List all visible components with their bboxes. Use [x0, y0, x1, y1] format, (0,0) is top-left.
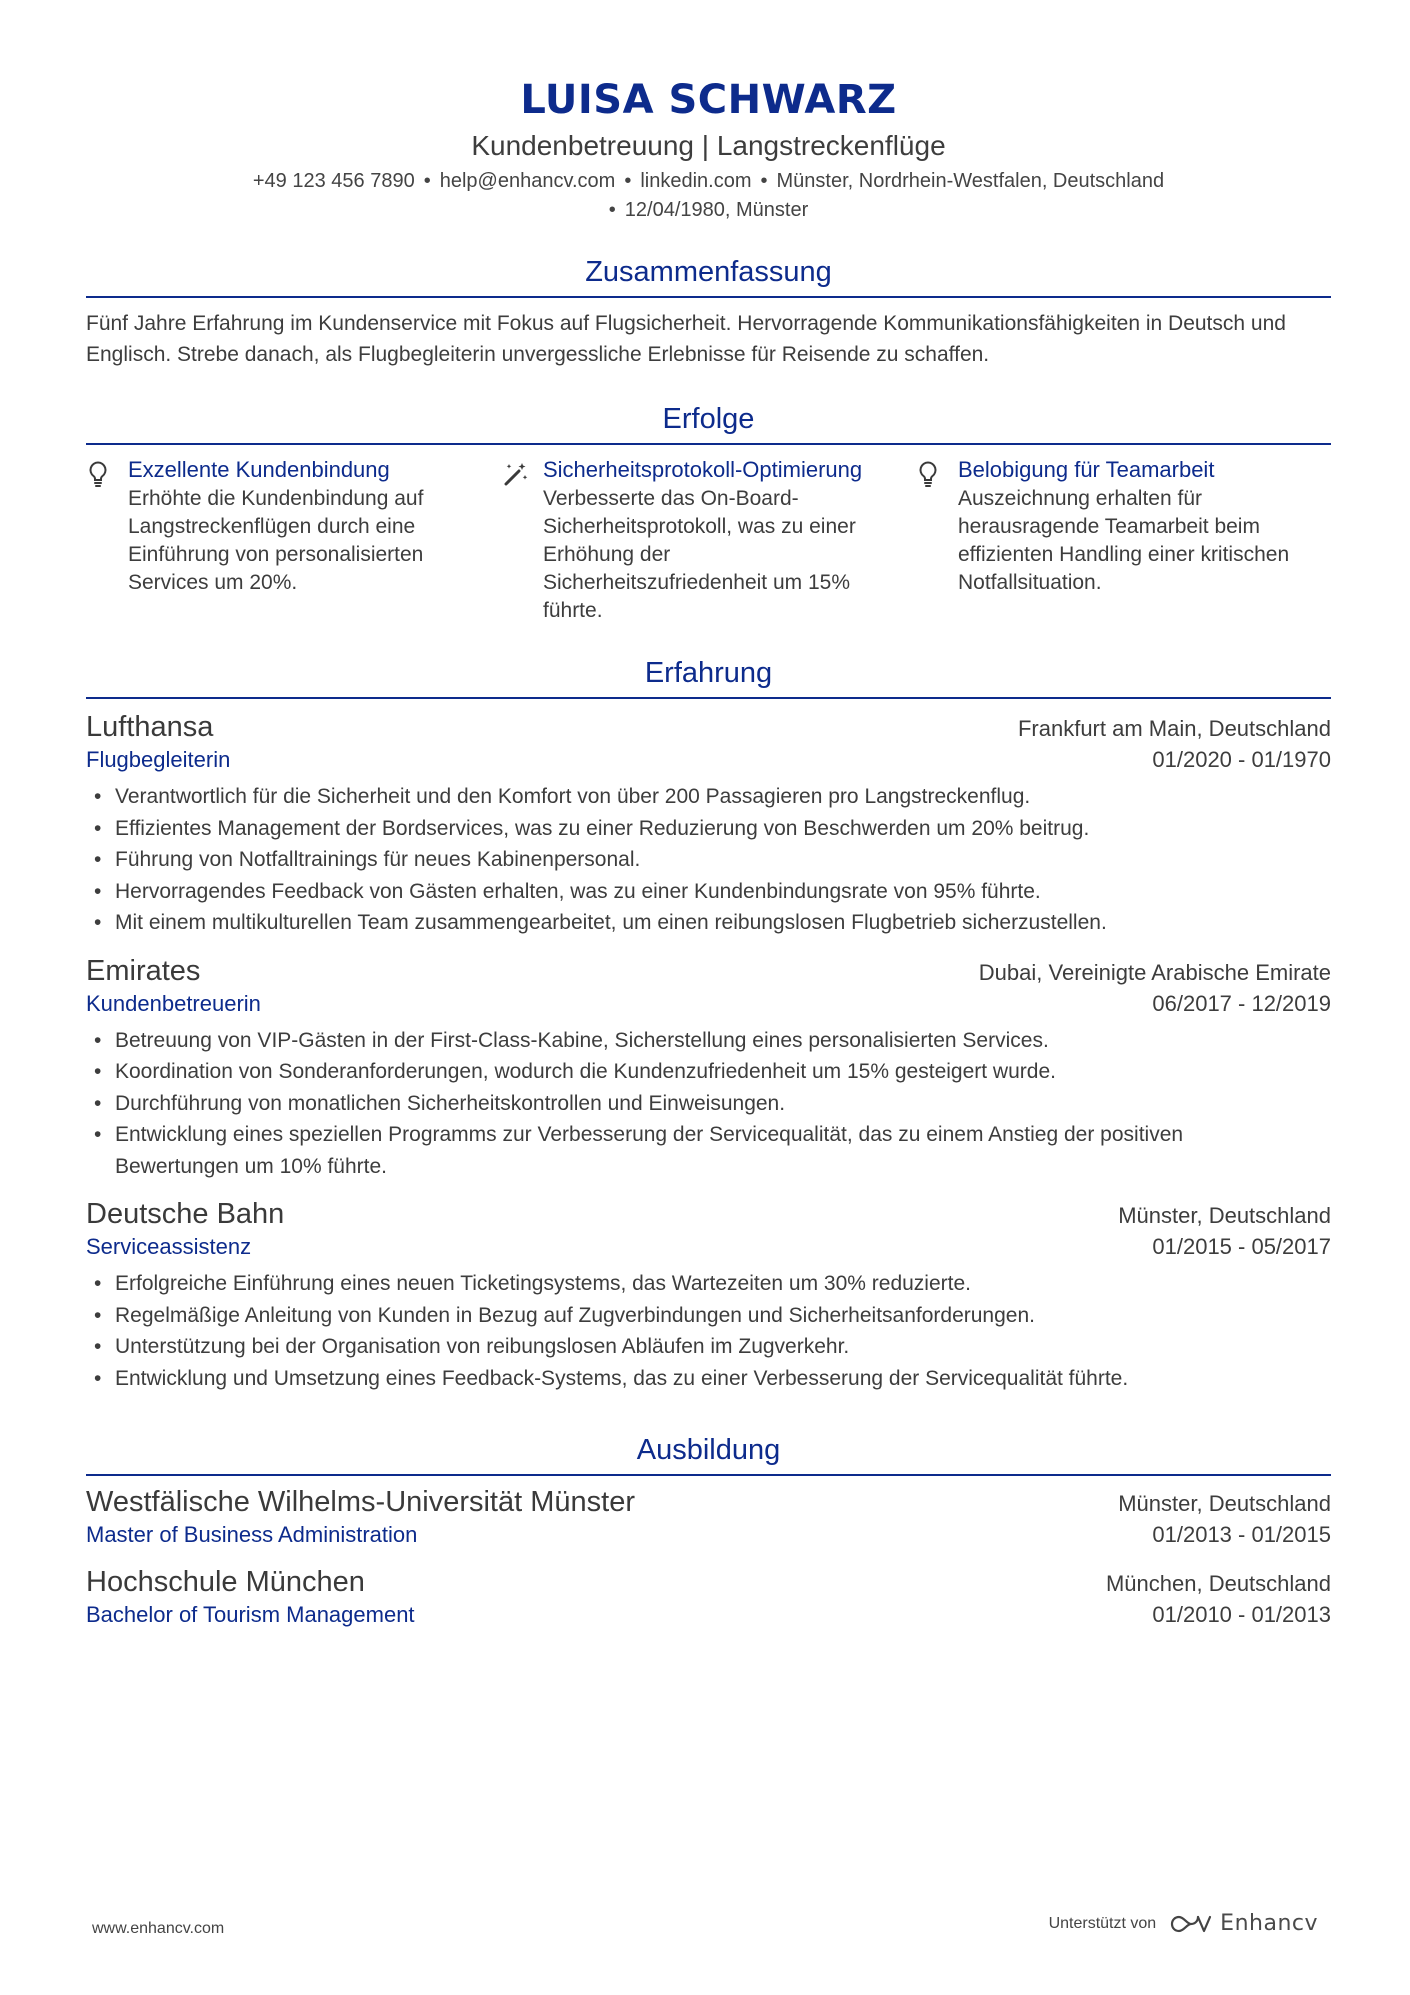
list-item: • Erfolgreiche Einführung eines neuen Ticketingsystems, das Wartezeiten um 30% reduzierte.: [86, 1268, 1331, 1300]
contact-line-2: [86, 196, 1331, 225]
section-title-summary: Zusammenfassung: [585, 256, 832, 288]
section-title-education: Ausbildung: [636, 1434, 781, 1466]
job-location: Dubai, Vereinigte Arabische Emirate: [978, 959, 1331, 985]
education-entry: [86, 1484, 1331, 1550]
section-title-achievements: Erfolge: [662, 403, 755, 435]
experience-section: [86, 655, 1331, 1394]
achievement-description: Erhöhte die Kundenbindung auf Langstreckenflügen durch eine Einführung von personalisierten Services um 20%.: [128, 487, 424, 594]
phone-text: +49 123 456 7890: [252, 170, 415, 192]
education-section: [86, 1432, 1331, 1630]
achievement-item: [86, 455, 501, 625]
list-item: • Unterstützung bei der Organisation von reibungslosen Abläufen im Zugverkehr.: [86, 1331, 1331, 1363]
achievement-title: Exzellente Kundenbindung: [128, 457, 390, 482]
footer-branding: [1049, 1911, 1318, 1936]
company-name: Lufthansa: [86, 711, 214, 743]
bullet-separator: •: [608, 199, 616, 221]
job-bullets: [86, 1025, 1331, 1183]
section-divider: [86, 443, 1331, 445]
company-name: Emirates: [86, 954, 201, 987]
achievement-title: Sicherheitsprotokoll-Optimierung: [543, 457, 863, 482]
location-text: Münster, Nordrhein-Westfalen, Deutschland: [776, 170, 1165, 192]
job-dates: 06/2017 - 12/2019: [1152, 990, 1331, 1016]
job-bullets: [86, 1268, 1331, 1394]
degree-name: Master of Business Administration: [86, 1522, 418, 1547]
achievements-list: [86, 455, 1331, 625]
achievement-title: Belobigung für Teamarbeit: [958, 457, 1215, 482]
achievements-section: [86, 401, 1331, 625]
magic-wand-icon: [501, 455, 543, 625]
summary-text: Fünf Jahre Erfahrung im Kundenservice mit Fokus auf Flugsicherheit. Hervorragende Kommunikationsfähigkeiten in Deutsch und Englisch. Strebe danach, als Flugbegleiterin unvergessliche Erlebnisse für Reisende zu schaffen.: [86, 312, 1286, 366]
website-link[interactable]: linkedin.com: [640, 170, 752, 192]
list-item: • Verantwortlich für die Sicherheit und den Komfort von über 200 Passagieren pro Langstreckenflug.: [86, 781, 1331, 813]
lightbulb-icon: [86, 455, 128, 625]
list-item: • Mit einem multikulturellen Team zusammengearbeitet, um einen reibungslosen Flugbetrieb sicherzustellen.: [86, 907, 1331, 939]
section-divider: [86, 296, 1331, 298]
list-item: • Regelmäßige Anleitung von Kunden in Bezug auf Zugverbindungen und Sicherheitsanforderungen.: [86, 1300, 1331, 1332]
section-divider: [86, 1474, 1331, 1476]
education-entry: [86, 1564, 1331, 1630]
resume-page: [86, 0, 1331, 1630]
education-dates: 01/2013 - 01/2015: [1152, 1522, 1331, 1547]
summary-section: [86, 254, 1331, 370]
bullet-separator: •: [760, 170, 768, 192]
bullet-separator: •: [624, 170, 632, 192]
job-entry: [86, 953, 1331, 1183]
list-item: • Entwicklung und Umsetzung eines Feedback-Systems, das zu einer Verbesserung der Servicequalität führte.: [86, 1363, 1331, 1395]
section-divider: [86, 697, 1331, 699]
lightbulb-icon: [916, 455, 958, 625]
job-dates: 01/2015 - 05/2017: [1152, 1234, 1331, 1259]
job-entry: [86, 1196, 1331, 1394]
education-dates: 01/2010 - 01/2013: [1152, 1602, 1331, 1627]
contact-line: [86, 167, 1331, 196]
school-name: Westfälische Wilhelms-Universität Münster: [86, 1486, 635, 1518]
job-role: Serviceassistenz: [86, 1234, 252, 1259]
list-item: • Entwicklung eines speziellen Programms zur Verbesserung der Servicequalität, das zu einem Anstieg der positiven Bewertungen um 10% führte.: [86, 1119, 1331, 1182]
achievement-item: [501, 455, 916, 625]
list-item: • Betreuung von VIP-Gästen in der First-Class-Kabine, Sicherstellung eines personalisierten Services.: [86, 1025, 1331, 1057]
achievement-description: Auszeichnung erhalten für herausragende Teamarbeit beim effizienten Handling einer kritischen Notfallsituation.: [958, 487, 1290, 594]
bullet-separator: •: [423, 170, 431, 192]
list-item: • Durchführung von monatlichen Sicherheitskontrollen und Einweisungen.: [86, 1088, 1331, 1120]
list-item: • Koordination von Sonderanforderungen, wodurch die Kundenzufriedenheit um 15% gesteigert wurde.: [86, 1056, 1331, 1088]
company-name: Deutsche Bahn: [86, 1198, 285, 1230]
footer-website[interactable]: www.enhancv.com: [92, 1920, 225, 1937]
school-location: München, Deutschland: [1105, 1571, 1331, 1596]
job-location: Münster, Deutschland: [1118, 1203, 1331, 1228]
job-dates: 01/2020 - 01/1970: [1152, 747, 1331, 772]
degree-name: Bachelor of Tourism Management: [86, 1602, 415, 1627]
list-item: • Führung von Notfalltrainings für neues Kabinenpersonal.: [86, 844, 1331, 876]
list-item: • Hervorragendes Feedback von Gästen erhalten, was zu einer Kundenbindungsrate von 95% führte.: [86, 876, 1331, 908]
section-title-experience: Erfahrung: [644, 657, 773, 689]
resume-header: [86, 76, 1331, 225]
job-bullets: [86, 781, 1331, 939]
candidate-name: LUISA SCHWARZ: [520, 77, 897, 123]
job-role: Kundenbetreuerin: [86, 990, 261, 1016]
school-name: Hochschule München: [86, 1566, 365, 1598]
candidate-tagline: Kundenbetreuung | Langstreckenflüge: [471, 130, 946, 161]
birth-text: 12/04/1980, Münster: [624, 199, 809, 221]
powered-by-text: Unterstützt von: [1048, 1914, 1157, 1932]
job-role: Flugbegleiterin: [86, 747, 231, 772]
email-link[interactable]: help@enhancv.com: [439, 170, 616, 192]
enhancv-brand: Enhancv: [1220, 1911, 1318, 1936]
school-location: Münster, Deutschland: [1118, 1491, 1331, 1516]
achievement-description: Verbesserte das On-Board-Sicherheitsprotokoll, was zu einer Erhöhung der Sicherheitszufriedenheit um 15% führte.: [543, 487, 856, 622]
enhancv-logo-icon: [1168, 1913, 1214, 1935]
achievement-item: [916, 455, 1331, 625]
job-location: Frankfurt am Main, Deutschland: [1017, 716, 1331, 741]
list-item: • Effizientes Management der Bordservices, was zu einer Reduzierung von Beschwerden um 20% beitrug.: [86, 813, 1331, 845]
job-entry: [86, 709, 1331, 939]
